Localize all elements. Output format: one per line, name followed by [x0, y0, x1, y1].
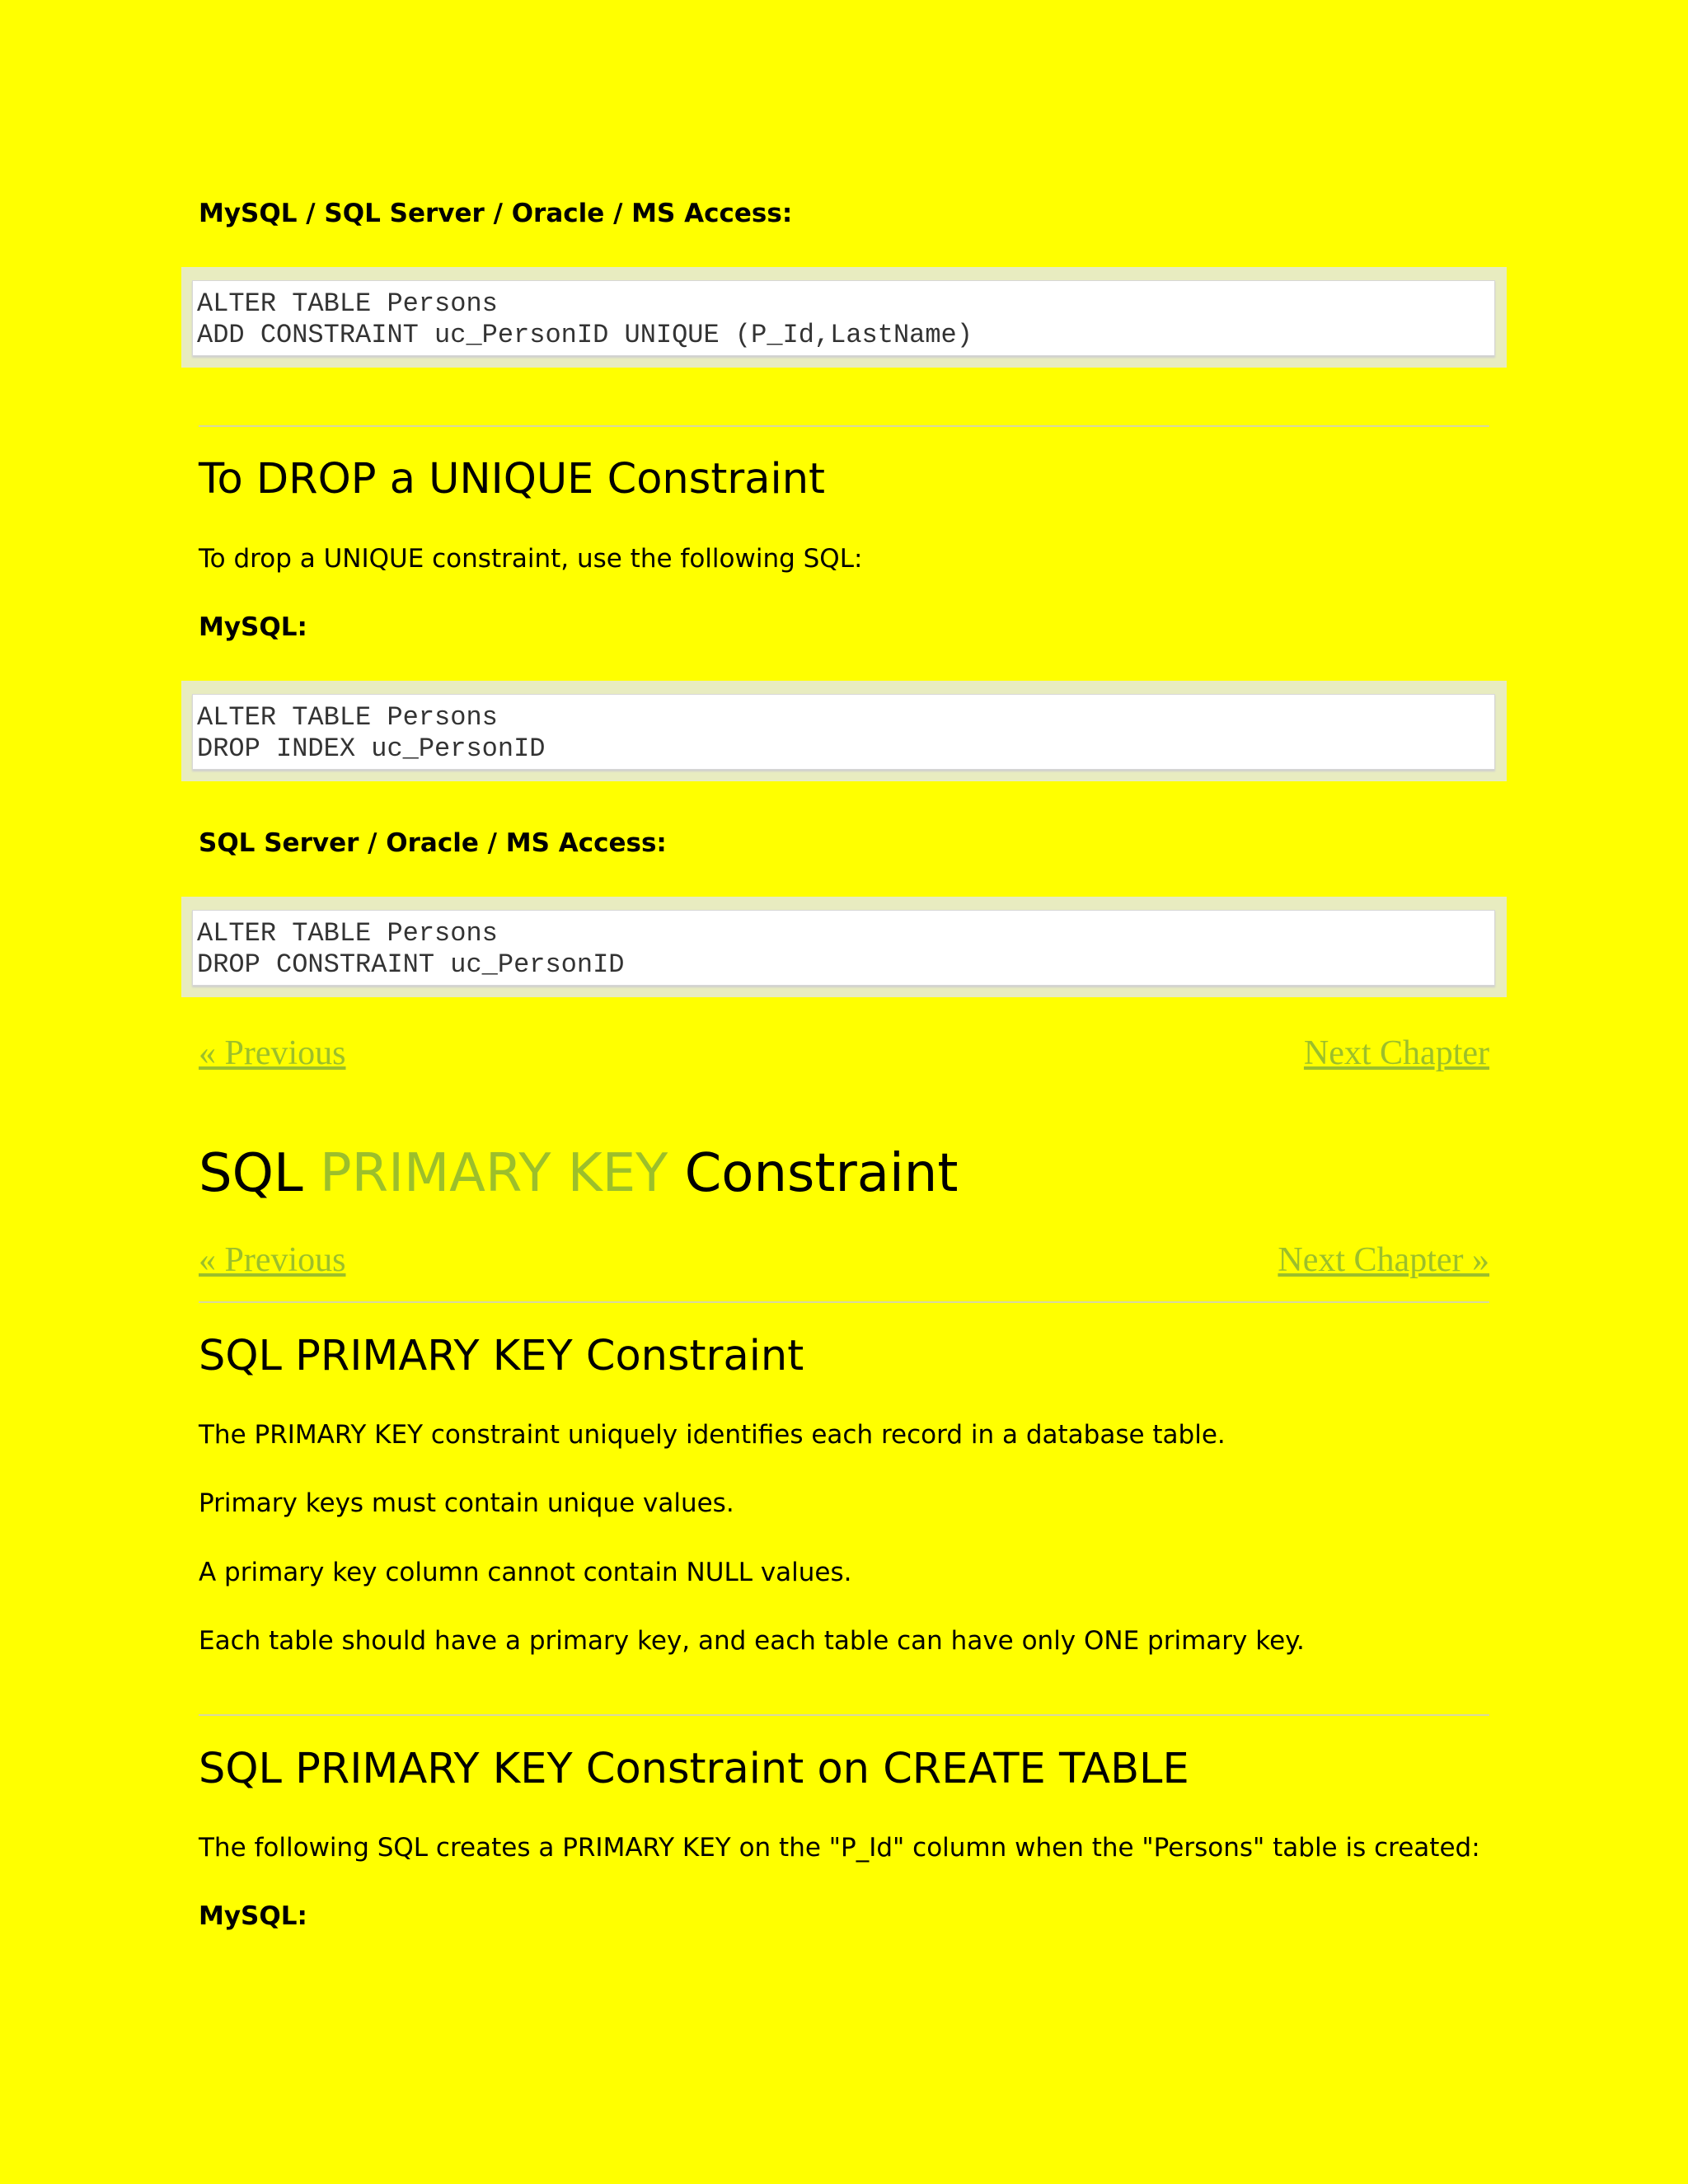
- previous-link-top[interactable]: « Previous: [199, 1034, 346, 1072]
- db-label-mysql: MySQL:: [199, 1901, 307, 1931]
- previous-link[interactable]: « Previous: [199, 1241, 346, 1279]
- section-heading-primary-key: SQL PRIMARY KEY Constraint: [199, 1332, 804, 1380]
- next-chapter-link[interactable]: Next Chapter »: [1278, 1241, 1489, 1279]
- db-label-all: MySQL / SQL Server / Oracle / MS Access:: [199, 199, 793, 228]
- drop-intro-text: To drop a UNIQUE constraint, use the following SQL:: [199, 544, 863, 574]
- code-example-drop-constraint: [181, 897, 1507, 997]
- pk-paragraph-3: A primary key column cannot contain NULL values.: [199, 1558, 852, 1587]
- pk-paragraph-4: Each table should have a primary key, and each table can have only ONE primary key.: [199, 1626, 1305, 1656]
- code-text: ALTER TABLE Persons DROP INDEX uc_PersonID: [192, 694, 1495, 770]
- pk-create-intro-text: The following SQL creates a PRIMARY KEY on the "P_Id" column when the "Persons" table is created:: [199, 1833, 1480, 1863]
- code-example-add-unique: [181, 267, 1507, 368]
- code-text: ALTER TABLE Persons DROP CONSTRAINT uc_PersonID: [192, 910, 1495, 986]
- divider: [199, 1714, 1489, 1716]
- chapter-title: [199, 1141, 958, 1207]
- db-label-others: SQL Server / Oracle / MS Access:: [199, 828, 667, 858]
- code-example-drop-index: [181, 681, 1507, 781]
- chapter-title-part3: Constraint: [668, 1143, 959, 1204]
- pk-paragraph-1: The PRIMARY KEY constraint uniquely identifies each record in a database table.: [199, 1420, 1226, 1450]
- db-label-mysql: MySQL:: [199, 612, 307, 642]
- section-heading-pk-create-table: SQL PRIMARY KEY Constraint on CREATE TABLE: [199, 1745, 1189, 1793]
- divider: [199, 425, 1489, 427]
- chapter-title-accent: PRIMARY KEY: [320, 1143, 668, 1204]
- code-text: ALTER TABLE Persons ADD CONSTRAINT uc_PersonID UNIQUE (P_Id,LastName): [192, 280, 1495, 356]
- pk-paragraph-2: Primary keys must contain unique values.: [199, 1488, 734, 1518]
- next-chapter-link-top[interactable]: Next Chapter: [1303, 1034, 1489, 1072]
- section-heading-drop-unique: To DROP a UNIQUE Constraint: [199, 455, 826, 504]
- divider: [199, 1301, 1489, 1303]
- chapter-title-part1: SQL: [199, 1143, 320, 1204]
